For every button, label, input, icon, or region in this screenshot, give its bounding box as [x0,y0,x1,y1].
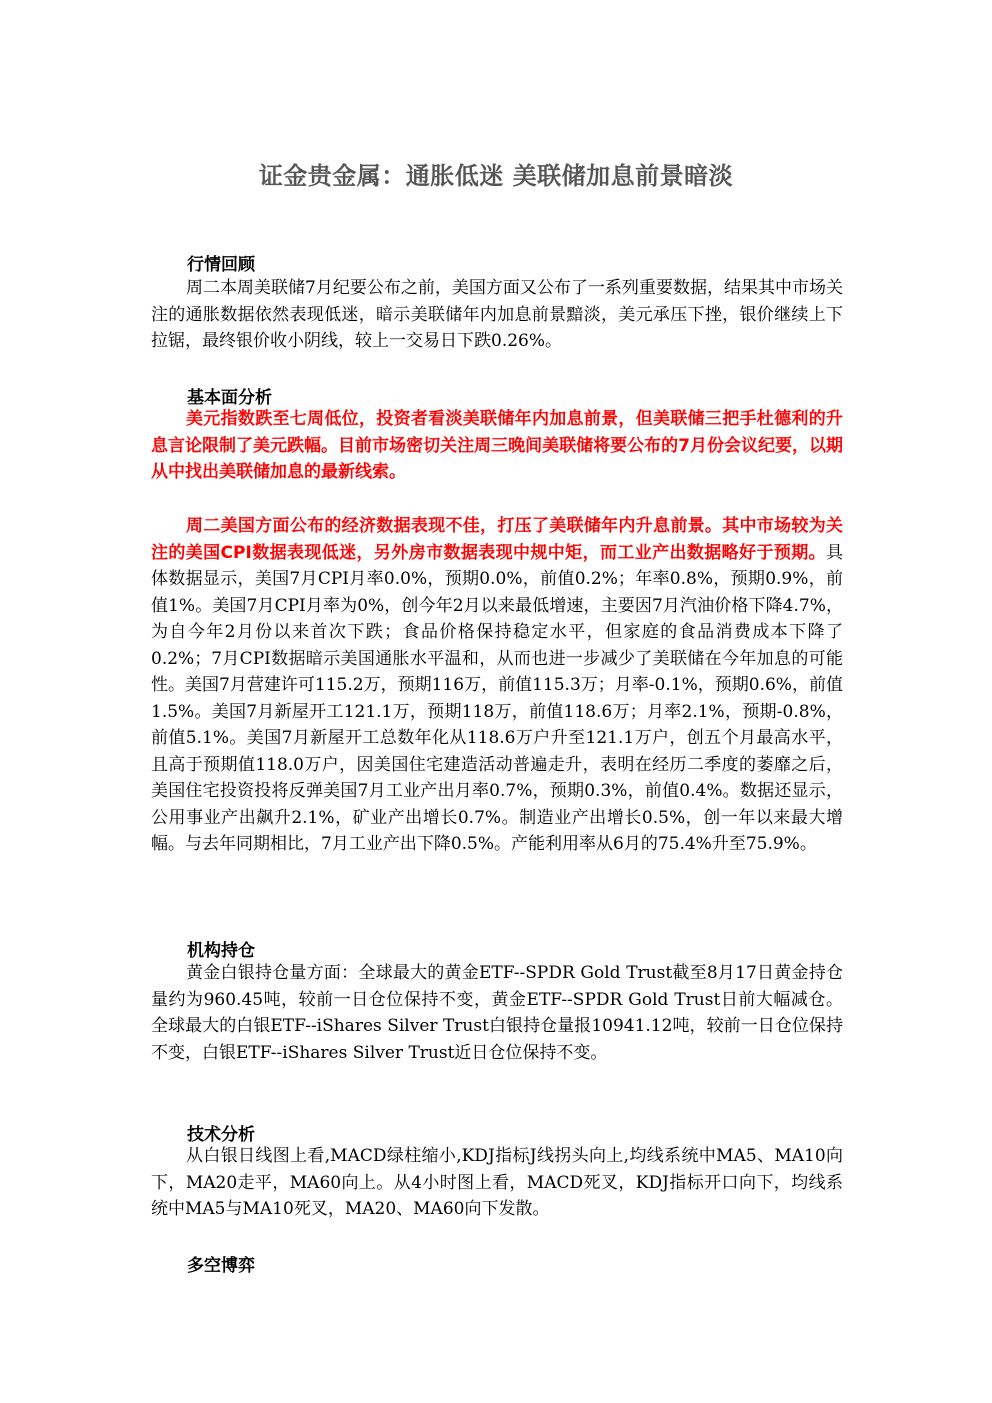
heading-long-short-game: 多空博弈 [187,1256,255,1276]
paragraph-fundamental-2-body: 具体数据显示，美国7月CPI月率0.0%，预期0.0%，前值0.2%；年率0.8%，预期0.9%，前值1%。美国7月CPI月率为0%，创今年2月以来最低增速，主要因7月汽油价格下降4.7%，为自今年2月份以来首次下跌；食品价格保持稳定水平，但家庭的食品消费成本下降了0.2%；7月CPI数据暗示美国通胀水平温和，从而也进一步减少了美联储在今年加息的可能性。美国7月营建许可115.2万，预期116万，前值115.3万；月率-0.1%，预期0.6%，前值1.5%。美国7月新屋开工121.1万，预期118万，前值118.6万；月率2.1%，预期-0.8%，前值5.1%。美国7月新屋开工总数年化从118.6万户升至121.1万户，创五个月最高水平，且高于预期值118.0万户，因美国住宅建造活动普遍走升，表明在经历二季度的萎靡之后，美国住宅投资投将反弹美国7月工业产出月率0.7%，预期0.3%，前值0.4%。数据还显示，公用事业产出飙升2.1%，矿业产出增长0.7%。制造业产出增长0.5%，创一年以来最大增幅。与去年同期相比，7月工业产出下降0.5%。产能利用率从6月的75.4%升至75.9%。 [151,542,843,854]
paragraph-institutional-holdings: 黄金白银持仓量方面：全球最大的黄金ETF--SPDR Gold Trust截至8月17日黄金持仓量约为960.45吨，较前一日仓位保持不变，黄金ETF--SPDR Gold Trust日前大幅减仓。全球最大的白银ETF--iShares Silver Trust白银持仓量报10941.12吨，较前一日仓位保持不变，白银ETF--iShares Silver Trust近日仓位保持不变。 [151,963,843,1063]
document-title: 证金贵金属：通胀低迷 美联储加息前景暗淡 [258,162,734,190]
paragraph-technical-analysis: 从白银日线图上看,MACD绿柱缩小,KDJ指标J线拐头向上,均线系统中MA5、MA10向下，MA20走平，MA60向上。从4小时图上看，MACD死叉，KDJ指标开口向下，均线系统中MA5与MA10死叉，MA20、MA60向下发散。 [151,1146,843,1219]
paragraph-fundamental-2-highlight: 周二美国方面公布的经济数据表现不佳，打压了美联储年内升息前景。其中市场较为关注的美国CPI数据表现低迷，另外房市数据表现中规中矩，而工业产出数据略好于预期。 [151,516,843,563]
heading-technical-analysis: 技术分析 [187,1125,255,1145]
heading-fundamental-analysis: 基本面分析 [187,388,272,408]
paragraph-market-review: 周二本周美联储7月纪要公布之前，美国方面又公布了一系列重要数据，结果其中市场关注的通胀数据依然表现低迷，暗示美联储年内加息前景黯淡，美元承压下挫，银价继续上下拉锯，最终银价收小阴线，较上一交易日下跌0.26%。 [151,278,843,351]
paragraph-fundamental-2 [151,513,843,858]
heading-institutional-holdings: 机构持仓 [187,941,255,961]
heading-market-review: 行情回顾 [187,255,255,275]
paragraph-fundamental-1: 美元指数跌至七周低位，投资者看淡美联储年内加息前景，但美联储三把手杜德利的升息言论限制了美元跌幅。目前市场密切关注周三晚间美联储将要公布的7月份会议纪要，以期从中找出美联储加息的最新线索。 [151,409,843,482]
